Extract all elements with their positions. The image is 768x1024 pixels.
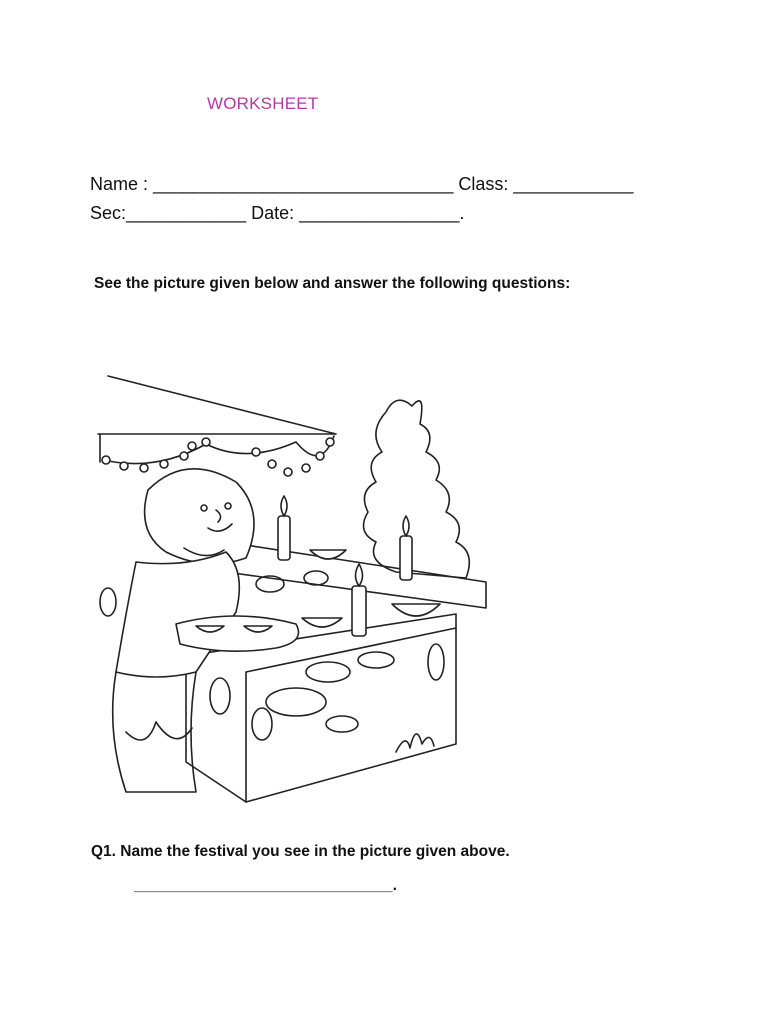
diwali-illustration xyxy=(96,372,496,804)
diyas xyxy=(302,550,440,627)
answer-line-1: ______________________________. xyxy=(134,877,397,894)
candles xyxy=(278,496,412,636)
bead-garland xyxy=(102,436,334,476)
roof-outline xyxy=(98,376,336,434)
section-date-line: Sec:____________ Date: ________________. xyxy=(90,203,465,223)
instruction-text: See the picture given below and answer the following questions: xyxy=(94,275,571,292)
question-1: Q1. Name the festival you see in the picture given above. xyxy=(91,843,510,860)
woman-figure xyxy=(113,469,299,792)
bush-outline xyxy=(364,400,470,578)
name-class-line: Name : ______________________________ Class: ____________ xyxy=(90,174,634,194)
plate xyxy=(176,616,299,651)
worksheet-title: WORKSHEET xyxy=(207,94,319,113)
grass-tuft xyxy=(396,734,434,752)
